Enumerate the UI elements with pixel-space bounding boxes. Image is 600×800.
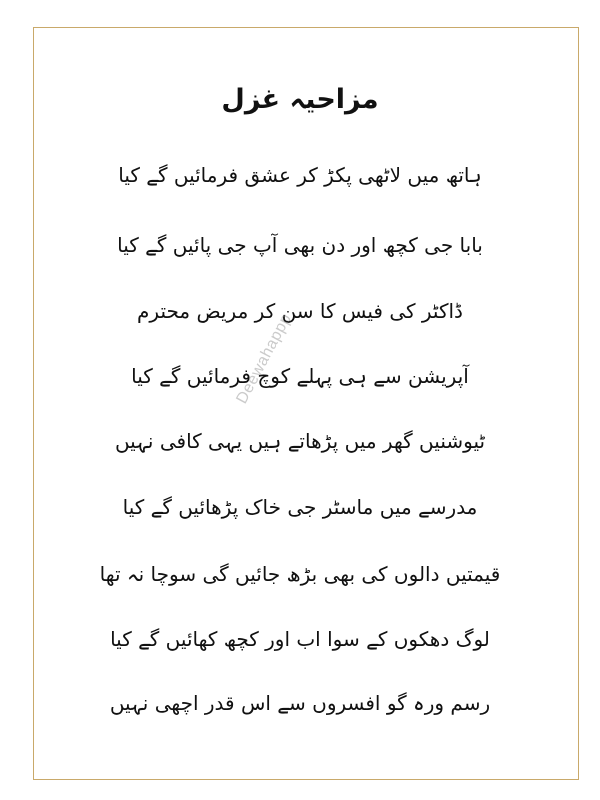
poem-title: مزاحیہ غزل xyxy=(221,84,379,115)
watermark-text: Deewahappp xyxy=(233,310,296,407)
page-border xyxy=(33,27,579,780)
verse-line-3: ڈاکٹر کی فیس کا سن کر مریض محترم xyxy=(137,299,463,323)
verse-line-6: مدرسے میں ماسٹر جی خاک پڑھائیں گے کیا xyxy=(122,495,478,519)
verse-line-9: رسم ورہ گو افسروں سے اس قدر اچھی نہیں xyxy=(109,691,491,715)
verse-line-1: ہاتھ میں لاٹھی پکڑ کر عشق فرمائیں گے کیا xyxy=(118,163,482,187)
verse-line-4: آپریشن سے ہی پہلے کوچ فرمائیں گے کیا xyxy=(131,364,469,388)
verse-line-8: لوگ دھکوں کے سوا اب اور کچھ کھائیں گے کیا xyxy=(110,627,490,651)
verse-line-2: بابا جی کچھ اور دن بھی آپ جی پائیں گے کیا xyxy=(117,233,483,257)
verse-line-5: ٹیوشنیں گھر میں پڑھاتے ہیں یہی کافی نہیں xyxy=(114,429,486,453)
verse-line-7: قیمتیں دالوں کی بھی بڑھ جائیں گی سوچا نہ تھا xyxy=(99,562,501,586)
